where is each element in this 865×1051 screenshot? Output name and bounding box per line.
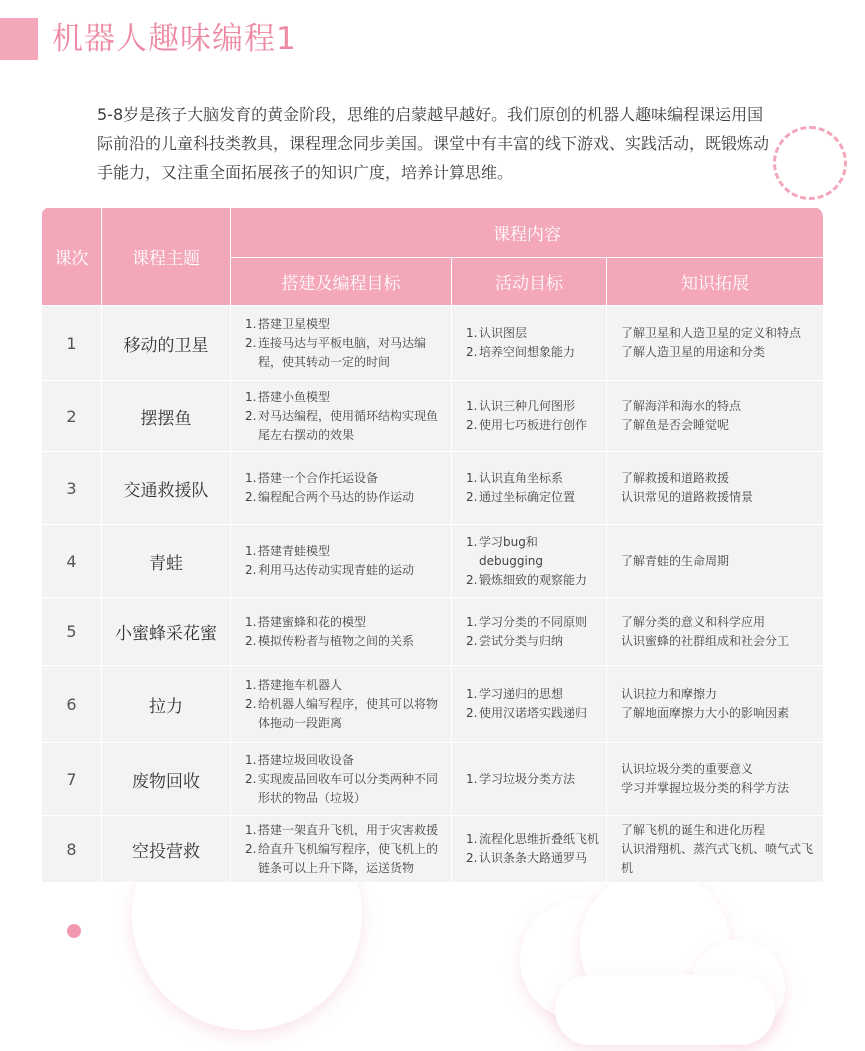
item-text: 使用汉诺塔实践递归 [479, 706, 588, 720]
lesson-number: 7 [42, 743, 102, 816]
list-item [621, 613, 817, 632]
item-text: 了解飞机的诞生和进化历程 [621, 822, 766, 837]
list-item [245, 840, 445, 878]
item-number: 2. [466, 418, 478, 432]
title-accent-bar [0, 18, 38, 60]
decorative-cloud [555, 975, 775, 1045]
item-number: 2. [245, 633, 257, 648]
item-text: 学习bug和debugging [479, 534, 544, 568]
item-text: 实现废品回收车可以分类两种不同形状的物品（垃圾） [258, 771, 439, 805]
item-text: 搭建一架直升飞机，用于灾害救援 [258, 822, 439, 837]
item-text: 利用马达传动实现青蛙的运动 [258, 563, 415, 577]
table-row [42, 381, 824, 452]
item-number: 1. [466, 399, 478, 413]
lesson-topic: 小蜜蜂采花蜜 [102, 598, 231, 666]
item-text: 了解卫星和人造卫星的定义和特点 [621, 326, 802, 340]
lesson-number: 5 [42, 598, 102, 666]
item-text: 搭建蜜蜂和花的模型 [258, 614, 367, 629]
activity-goal-cell [452, 381, 607, 452]
page-title: 机器人趣味编程1 [52, 21, 297, 57]
build-goal-cell [231, 306, 452, 381]
item-text: 认识三种几何图形 [479, 399, 576, 413]
item-text: 学习分类的不同原则 [479, 614, 588, 629]
list-item [245, 695, 445, 733]
build-goal-cell [231, 598, 452, 666]
dashed-circle-decoration [773, 126, 847, 200]
item-text: 认识拉力和摩擦力 [621, 687, 718, 701]
item-number: 2. [245, 335, 257, 350]
list-item [245, 542, 445, 561]
list-item [466, 613, 600, 632]
activity-goal-cell [452, 525, 607, 598]
build-goal-cell [231, 525, 452, 598]
item-number: 2. [245, 771, 257, 786]
item-number: 2. [245, 408, 257, 423]
item-number: 2. [466, 572, 478, 587]
activity-goal-cell [452, 598, 607, 666]
item-number: 2. [466, 851, 478, 865]
knowledge-cell [607, 666, 824, 743]
list-item [245, 488, 445, 507]
item-text: 认识常见的道路救援情景 [621, 490, 754, 504]
list-item [621, 488, 817, 507]
item-text: 搭建卫星模型 [258, 316, 331, 331]
lesson-number: 3 [42, 452, 102, 525]
header-lesson: 课次 [42, 208, 102, 306]
list-item [621, 552, 817, 571]
item-text: 给机器人编写程序，使其可以将物体拖动一段距离 [258, 696, 439, 730]
list-item [245, 334, 445, 372]
knowledge-cell [607, 381, 824, 452]
list-item [466, 685, 600, 704]
knowledge-cell [607, 306, 824, 381]
list-item [245, 751, 445, 770]
activity-goal-cell [452, 306, 607, 381]
list-item [621, 760, 817, 779]
header-content: 课程内容 [231, 208, 824, 258]
build-goal-cell [231, 666, 452, 743]
list-item [245, 770, 445, 808]
item-text: 学习递归的思想 [479, 687, 564, 701]
item-text: 模拟传粉者与植物之间的关系 [258, 633, 415, 648]
item-number: 1. [245, 316, 257, 331]
item-text: 了解地面摩擦力大小的影响因素 [621, 706, 790, 720]
item-number: 1. [466, 771, 478, 786]
item-text: 了解分类的意义和科学应用 [621, 614, 766, 629]
lesson-number: 6 [42, 666, 102, 743]
list-item [621, 324, 817, 343]
item-number: 1. [466, 687, 478, 701]
item-text: 给直升飞机编写程序，使飞机上的链条可以上升下降，运送货物 [258, 841, 439, 875]
item-number: 1. [245, 752, 257, 767]
activity-goal-cell [452, 816, 607, 883]
list-item [466, 632, 600, 651]
header-activity-goal: 活动目标 [452, 258, 607, 306]
item-text: 搭建拖车机器人 [258, 677, 343, 692]
item-text: 尝试分类与归纳 [479, 633, 564, 648]
list-item [245, 676, 445, 695]
item-text: 了解鱼是否会睡觉呢 [621, 418, 730, 432]
item-text: 学习并掌握垃圾分类的科学方法 [621, 781, 790, 795]
lesson-number: 8 [42, 816, 102, 883]
item-text: 搭建青蛙模型 [258, 544, 331, 558]
knowledge-cell [607, 598, 824, 666]
item-number: 1. [245, 471, 257, 485]
lesson-topic: 青蛙 [102, 525, 231, 598]
list-item [621, 779, 817, 798]
list-item [621, 469, 817, 488]
header-knowledge: 知识拓展 [607, 258, 824, 306]
list-item [245, 613, 445, 632]
list-item [621, 685, 817, 704]
list-item [245, 407, 445, 445]
item-number: 1. [466, 832, 478, 846]
pink-dot-decoration [67, 924, 81, 938]
item-number: 1. [245, 544, 257, 558]
item-number: 1. [466, 534, 478, 549]
list-item [245, 388, 445, 407]
item-text: 了解海洋和海水的特点 [621, 399, 742, 413]
list-item [621, 343, 817, 362]
item-text: 认识滑翔机、蒸汽式飞机、喷气式飞机 [621, 841, 814, 875]
item-number: 2. [466, 345, 478, 359]
lesson-number: 4 [42, 525, 102, 598]
lesson-topic: 摆摆鱼 [102, 381, 231, 452]
build-goal-cell [231, 452, 452, 525]
item-number: 1. [466, 326, 478, 340]
build-goal-cell [231, 381, 452, 452]
item-number: 2. [245, 563, 257, 577]
lesson-topic: 移动的卫星 [102, 306, 231, 381]
lesson-number: 1 [42, 306, 102, 381]
item-text: 了解青蛙的生命周期 [621, 553, 730, 568]
header-build-goal: 搭建及编程目标 [231, 258, 452, 306]
item-text: 连接马达与平板电脑，对马达编程，使其转动一定的时间 [258, 335, 427, 369]
list-item [466, 770, 600, 789]
knowledge-cell [607, 743, 824, 816]
item-text: 对马达编程，使用循环结构实现鱼尾左右摆动的效果 [258, 408, 439, 442]
lesson-topic: 交通救援队 [102, 452, 231, 525]
lesson-topic: 拉力 [102, 666, 231, 743]
list-item [466, 849, 600, 868]
item-text: 使用七巧板进行创作 [479, 418, 588, 432]
course-table [41, 207, 823, 894]
list-item [245, 561, 445, 580]
item-number: 2. [466, 706, 478, 720]
list-item [466, 533, 600, 571]
knowledge-cell [607, 816, 824, 883]
list-item [466, 324, 600, 343]
table-row [42, 525, 824, 598]
item-number: 2. [245, 696, 257, 711]
item-text: 认识垃圾分类的重要意义 [621, 762, 754, 776]
item-number: 1. [245, 389, 257, 404]
item-text: 通过坐标确定位置 [479, 490, 576, 504]
list-item [621, 632, 817, 651]
list-item [466, 488, 600, 507]
lesson-topic: 空投营救 [102, 816, 231, 883]
item-text: 搭建垃圾回收设备 [258, 752, 355, 767]
item-text: 流程化思维折叠纸飞机 [479, 832, 600, 846]
list-item [245, 315, 445, 334]
table-row [42, 306, 824, 381]
item-number: 1. [245, 614, 257, 629]
list-item [621, 704, 817, 723]
item-number: 2. [245, 490, 257, 504]
activity-goal-cell [452, 452, 607, 525]
build-goal-cell [231, 743, 452, 816]
item-text: 认识直角坐标系 [479, 471, 564, 485]
list-item [466, 571, 600, 590]
table-row [42, 598, 824, 666]
intro-paragraph: 5-8岁是孩子大脑发育的黄金阶段，思维的启蒙越早越好。我们原创的机器人趣味编程课运用国际前沿的儿童科技类教具，课程理念同步美国。课堂中有丰富的线下游戏、实践活动，既锻炼动手能力，又注重全面拓展孩子的知识广度，培养计算思维。 [97, 105, 770, 182]
item-text: 搭建一个合作托运设备 [258, 471, 379, 485]
list-item [245, 469, 445, 488]
list-item [466, 469, 600, 488]
item-number: 1. [245, 822, 257, 837]
list-item [466, 830, 600, 849]
item-number: 2. [466, 633, 478, 648]
lesson-number: 2 [42, 381, 102, 452]
item-text: 认识条条大路通罗马 [479, 851, 588, 865]
item-text: 培养空间想象能力 [479, 345, 576, 359]
item-text: 锻炼细致的观察能力 [479, 572, 588, 587]
table-row [42, 816, 824, 883]
knowledge-cell [607, 525, 824, 598]
lesson-topic: 废物回收 [102, 743, 231, 816]
list-item [466, 397, 600, 416]
item-number: 2. [245, 841, 257, 856]
activity-goal-cell [452, 666, 607, 743]
item-text: 学习垃圾分类方法 [479, 771, 576, 786]
item-text: 认识图层 [479, 326, 528, 340]
activity-goal-cell [452, 743, 607, 816]
item-number: 1. [245, 677, 257, 692]
list-item [245, 632, 445, 651]
item-number: 2. [466, 490, 478, 504]
list-item [621, 397, 817, 416]
table-row [42, 666, 824, 743]
header-topic: 课程主题 [102, 208, 231, 306]
item-text: 认识蜜蜂的社群组成和社会分工 [621, 633, 790, 648]
item-text: 编程配合两个马达的协作运动 [258, 490, 415, 504]
list-item [466, 416, 600, 435]
list-item [245, 821, 445, 840]
item-number: 1. [466, 471, 478, 485]
list-item [466, 704, 600, 723]
item-number: 1. [466, 614, 478, 629]
item-text: 了解人造卫星的用途和分类 [621, 345, 766, 359]
build-goal-cell [231, 816, 452, 883]
list-item [621, 840, 817, 878]
list-item [466, 343, 600, 362]
table-row [42, 452, 824, 525]
table-row [42, 743, 824, 816]
item-text: 搭建小鱼模型 [258, 389, 331, 404]
knowledge-cell [607, 452, 824, 525]
list-item [621, 821, 817, 840]
item-text: 了解救援和道路救援 [621, 471, 730, 485]
list-item [621, 416, 817, 435]
